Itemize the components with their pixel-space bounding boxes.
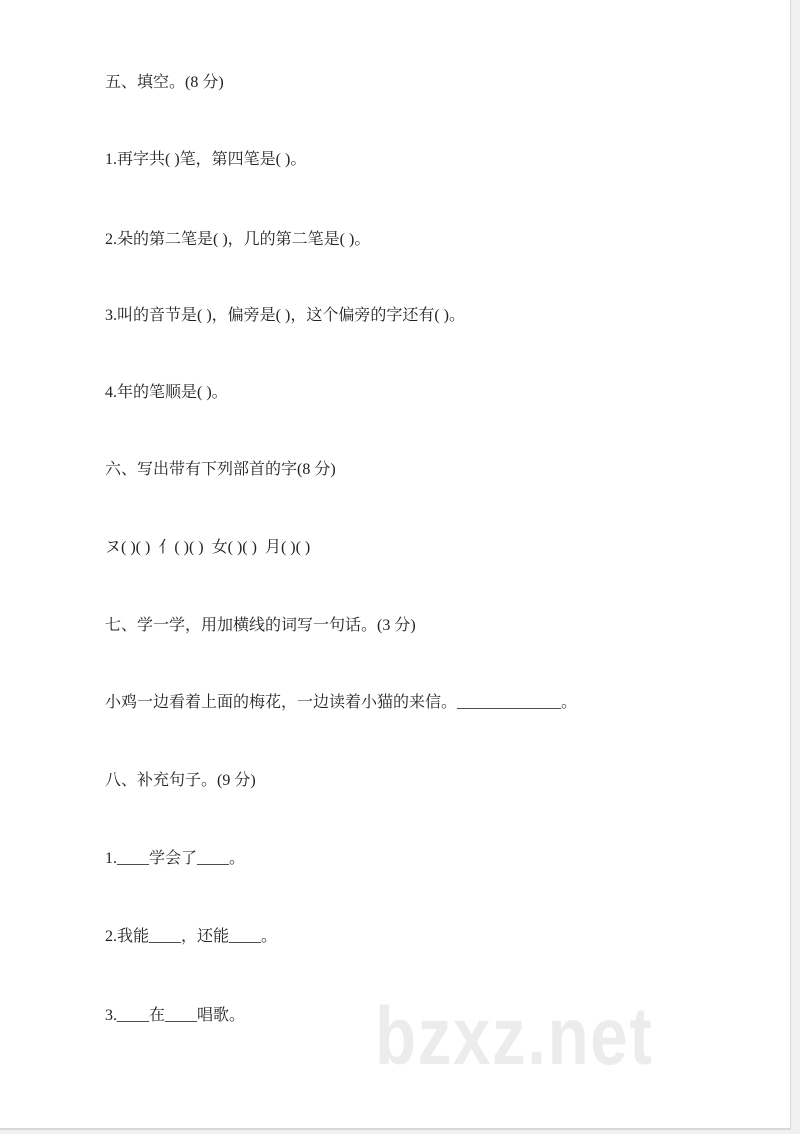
question-line: 小鸡一边看着上面的梅花，一边读着小猫的来信。_____________。 <box>105 694 578 711</box>
section-7-heading: 七、学一学，用加横线的词写一句话。(3 分) <box>105 617 416 634</box>
watermark: bzxz.net <box>375 991 654 1082</box>
question-line: 1.____学会了____。 <box>105 850 246 867</box>
section-5-heading: 五、填空。(8 分) <box>105 74 224 91</box>
question-line: 4.年的笔顺是( )。 <box>105 384 228 401</box>
question-line: 2.我能____，还能____。 <box>105 928 278 945</box>
radical-line: ヌ( )( ) 亻( )( ) 女( )( ) 月( )( ) <box>105 539 311 556</box>
question-line: 3.叫的音节是( )，偏旁是( )，这个偏旁的字还有( )。 <box>105 307 465 324</box>
question-line: 2.朵的第二笔是( )，几的第二笔是( )。 <box>105 231 371 248</box>
question-line: 3.____在____唱歌。 <box>105 1007 246 1024</box>
question-line: 1.再字共( )笔，第四笔是( )。 <box>105 151 307 168</box>
section-6-heading: 六、写出带有下列部首的字(8 分) <box>105 461 336 478</box>
section-8-heading: 八、补充句子。(9 分) <box>105 772 256 789</box>
